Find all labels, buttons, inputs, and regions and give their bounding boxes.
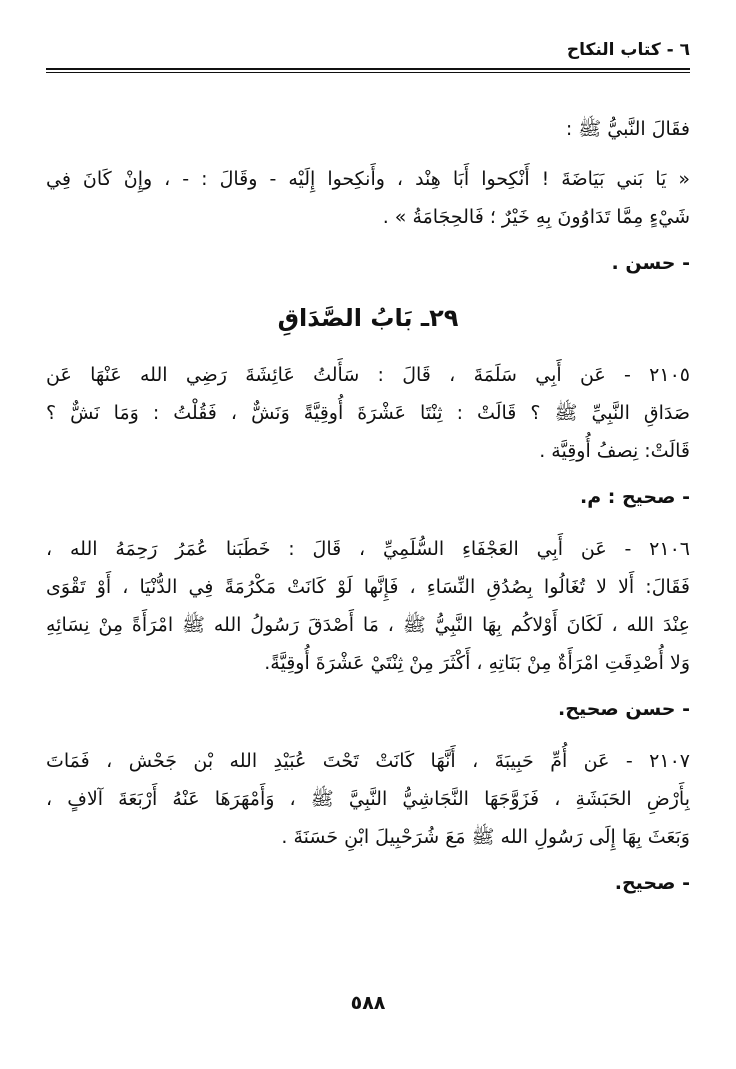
page-header (46, 40, 690, 64)
hadith-line: فَقَالَ: أَلا لا تُغَالُوا بِصُدُقِ النِّسَاءِ ، فَإِنَّها لَوْ كَانَتْ مَكْرُمَةً فِي الدُّنْيَا ، أَوْ تَقْوَى (46, 576, 690, 598)
hadith-line: بِأَرْضِ الحَبَشَةِ ، فَزَوَّجَهَا النَّجَاشِيُّ النَّبِيَّ ﷺ ، وَأَمْهَرَهَا عَنْهُ أَرْبَعَةَ آلافٍ ، (46, 788, 690, 810)
hadith-line: عِنْدَ الله ، لَكَانَ أَوْلاكُم بِهَا النَّبِيُّ ﷺ ، مَا أَصْدَقَ رَسُولُ الله ﷺ امْرَأَةً مِنْ نِسَائِهِ (46, 614, 690, 636)
page-content (46, 110, 690, 916)
header-rule (46, 68, 690, 70)
hadith-quote-line: شَيْءٍ مِمَّا تَدَاوُونَ بِهِ خَيْرٌ ؛ فَالحِجَامَةُ » . (382, 206, 690, 228)
hadith-2106 (46, 530, 690, 728)
hadith-line: ٢١٠٦ - عَن أَبِي العَجْفَاءِ السُّلَمِيِّ ، قَالَ : خَطَبَنا عُمَرُ رَحِمَهُ الله ، (46, 538, 690, 560)
hadith-quote-line: « يَا بَني بَيَاضَةَ ! أَنْكِحوا أَبَا هِنْد ، وأَنكِحوا إِلَيْه - وقَالَ : - ، وإِنْ كَانَ فِي (46, 168, 690, 190)
hadith-line: قَالَتْ: نِصفُ أُوقِيَّة . (539, 440, 690, 462)
intro-line: فقَالَ النَّبيُّ ﷺ : (565, 118, 690, 140)
hadith-2105 (46, 356, 690, 516)
hadith-line: ٢١٠٧ - عَن أُمِّ حَبِيبَةَ ، أَنَّهَا كَانَتْ تَحْتَ عُبَيْدِ الله بْن جَحْش ، فَمَاتَ (46, 750, 690, 772)
running-title: ٦ - كتاب النكاح (566, 40, 690, 60)
hadith-grade: - صحيح : م. (580, 486, 690, 508)
hadith-2107 (46, 742, 690, 902)
page-number: ٥٨٨ (350, 992, 386, 1014)
hadith-grade: - صحيح. (614, 872, 690, 894)
hadith-line: وَلا أُصْدِقَتِ امْرَأَةٌ مِنْ بَنَاتِهِ ، أَكْثَرَ مِنْ ثِنْتَيْ عَشْرَةَ أُوقِيَّةً. (264, 652, 690, 674)
chapter-heading: ٢٩ـ بَابُ الصَّدَاقِ (277, 304, 459, 332)
hadith-line: ٢١٠٥ - عَن أَبِي سَلَمَةَ ، قَالَ : سَأَلتُ عَائِشَةَ رَضِي الله عَنْهَا عَن (46, 364, 690, 386)
header-rule-thin (46, 72, 690, 73)
hadith-line: وَبَعَثَ بِهَا إِلَى رَسُولِ الله ﷺ مَعَ شُرَحْبِيلَ ابْنِ حَسَنَةَ . (281, 826, 690, 848)
hadith-grade: - حسن . (611, 252, 690, 274)
hadith-line: صَدَاقِ النَّبِيِّ ﷺ ؟ قَالَتْ : ثِنْتَا عَشْرَةَ أُوقِيَّةً وَنَشٌّ ، فَقُلْتُ : وَمَا نَشٌّ ؟ (46, 402, 690, 424)
hadith-grade: - حسن صحيح. (558, 698, 690, 720)
